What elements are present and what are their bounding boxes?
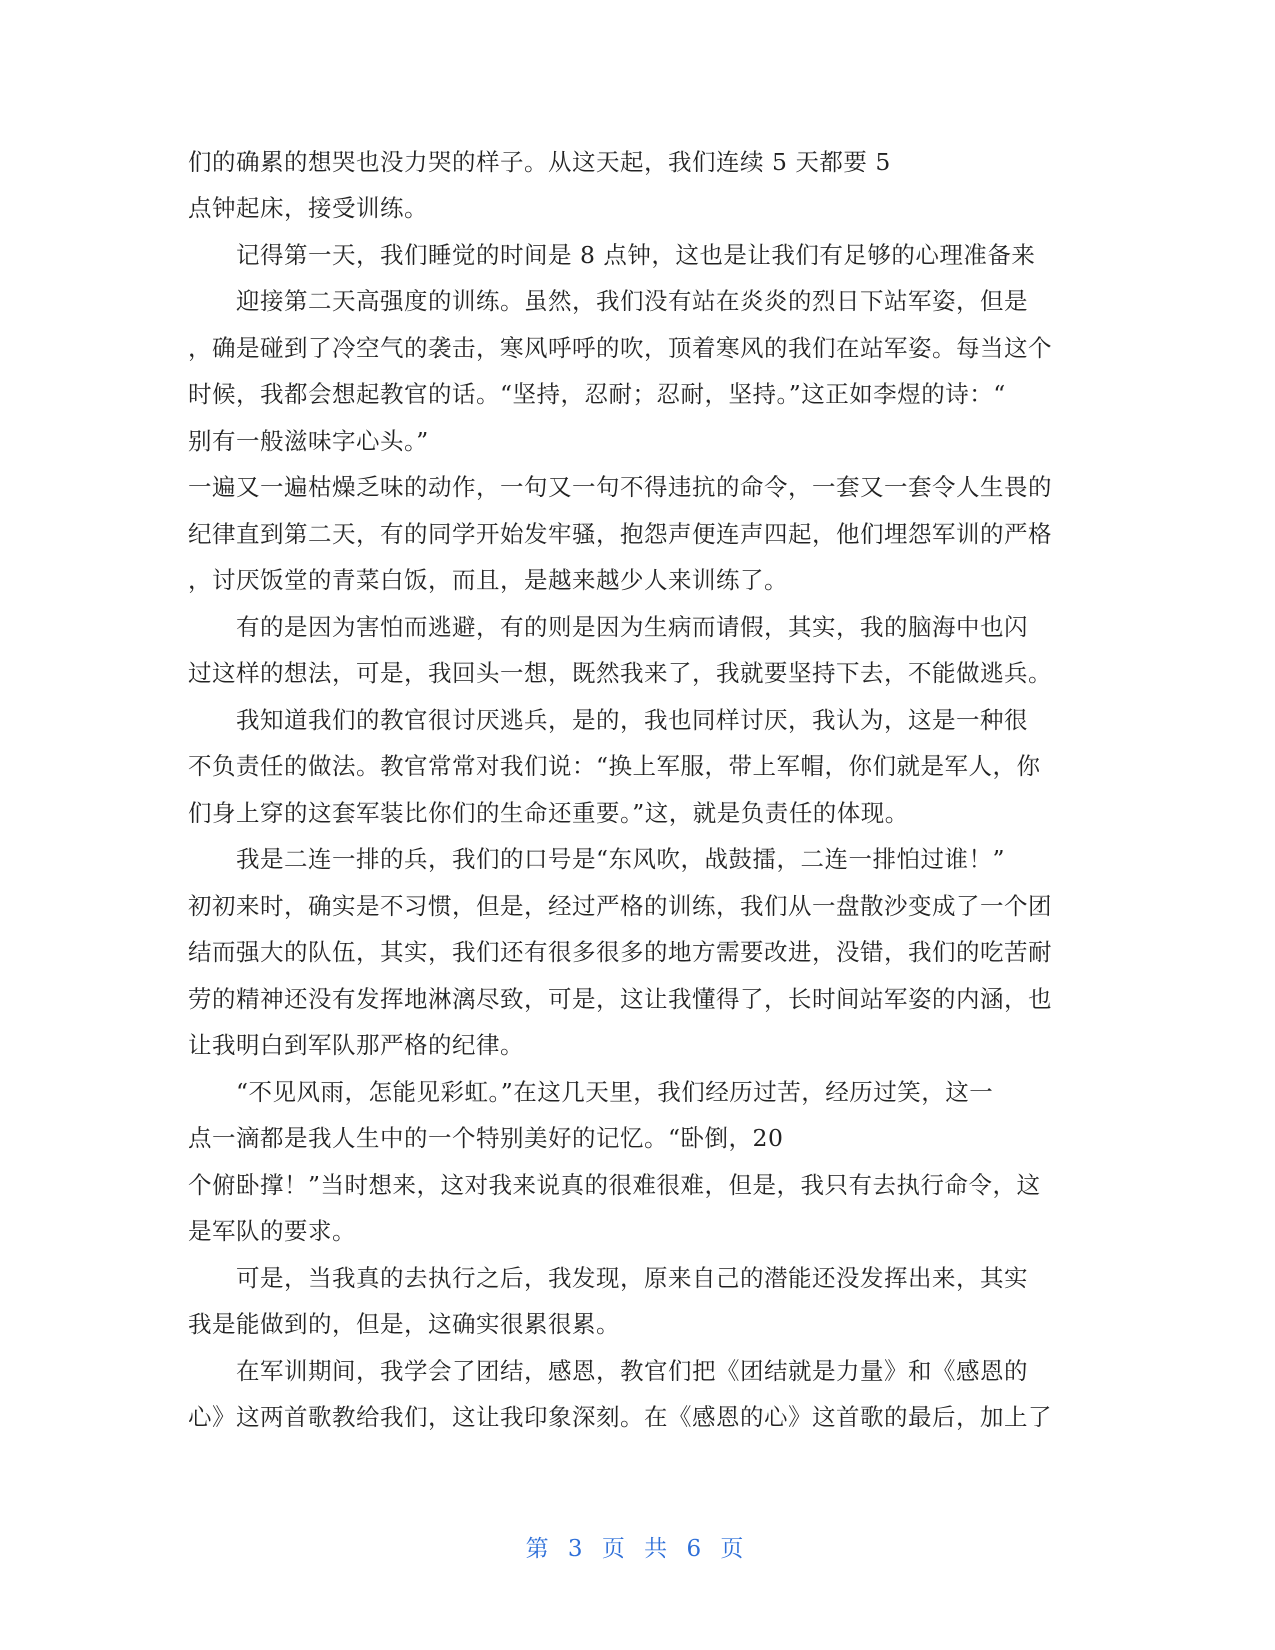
text-line: 记得第一天，我们睡觉的时间是 8 点钟，这也是让我们有足够的心理准备来 — [188, 241, 1036, 269]
text-line: 点一滴都是我人生中的一个特别美好的记忆。“卧倒，20 — [188, 1124, 784, 1152]
text-line: 结而强大的队伍，其实，我们还有很多很多的地方需要改进，没错，我们的吃苦耐 — [188, 938, 1052, 966]
text-line: 我是二连一排的兵，我们的口号是“东风吹，战鼓擂，二连一排怕过谁！” — [188, 845, 1006, 873]
text-line: 劳的精神还没有发挥地淋漓尽致，可是，这让我懂得了，长时间站军姿的内涵，也 — [188, 985, 1052, 1013]
text-line: 个俯卧撑！”当时想来，这对我来说真的很难很难，但是，我只有去执行命令，这 — [188, 1171, 1041, 1199]
text-line: ，讨厌饭堂的青菜白饭，而且，是越来越少人来训练了。 — [188, 566, 788, 594]
text-line: 们身上穿的这套军装比你们的生命还重要。”这，就是负责任的体现。 — [188, 799, 909, 827]
text-line: 初初来时，确实是不习惯，但是，经过严格的训练，我们从一盘散沙变成了一个团 — [188, 892, 1052, 920]
text-line: 可是，当我真的去执行之后，我发现，原来自己的潜能还没发挥出来，其实 — [188, 1264, 1028, 1292]
text-line: 们的确累的想哭也没力哭的样子。从这天起，我们连续 5 天都要 5 — [188, 148, 891, 176]
text-line: 迎接第二天高强度的训练。虽然，我们没有站在炎炎的烈日下站军姿，但是 — [188, 287, 1028, 315]
text-line: 点钟起床，接受训练。 — [188, 194, 428, 222]
text-line: 心》这两首歌教给我们，这让我印象深刻。在《感恩的心》这首歌的最后，加上了 — [188, 1403, 1052, 1431]
page-number-footer: 第 3 页 共 6 页 — [525, 1536, 750, 1562]
text-line: ，确是碰到了冷空气的袭击，寒风呼呼的吹，顶着寒风的我们在站军姿。每当这个 — [188, 334, 1052, 362]
text-line: 是军队的要求。 — [188, 1217, 356, 1245]
text-line: 我是能做到的，但是，这确实很累很累。 — [188, 1310, 620, 1338]
text-line: 我知道我们的教官很讨厌逃兵，是的，我也同样讨厌，我认为，这是一种很 — [188, 706, 1028, 734]
text-line: “不见风雨，怎能见彩虹。”在这几天里，我们经历过苦，经历过笑，这一 — [188, 1078, 994, 1106]
text-line: 时候，我都会想起教官的话。“坚持，忍耐；忍耐，坚持。”这正如李煜的诗：“ — [188, 380, 1006, 408]
text-line: 别有一般滋味字心头。” — [188, 427, 429, 455]
text-line: 纪律直到第二天，有的同学开始发牢骚，抱怨声便连声四起，他们埋怨军训的严格 — [188, 520, 1052, 548]
text-line: 让我明白到军队那严格的纪律。 — [188, 1031, 524, 1059]
text-line: 过这样的想法，可是，我回头一想，既然我来了，我就要坚持下去，不能做逃兵。 — [188, 659, 1052, 687]
text-line: 不负责任的做法。教官常常对我们说：“换上军服，带上军帽，你们就是军人，你 — [188, 752, 1041, 780]
text-line: 有的是因为害怕而逃避，有的则是因为生病而请假，其实，我的脑海中也闪 — [188, 613, 1028, 641]
text-line: 一遍又一遍枯燥乏味的动作，一句又一句不得违抗的命令，一套又一套令人生畏的 — [188, 473, 1052, 501]
text-line: 在军训期间，我学会了团结，感恩，教官们把《团结就是力量》和《感恩的 — [188, 1357, 1028, 1385]
